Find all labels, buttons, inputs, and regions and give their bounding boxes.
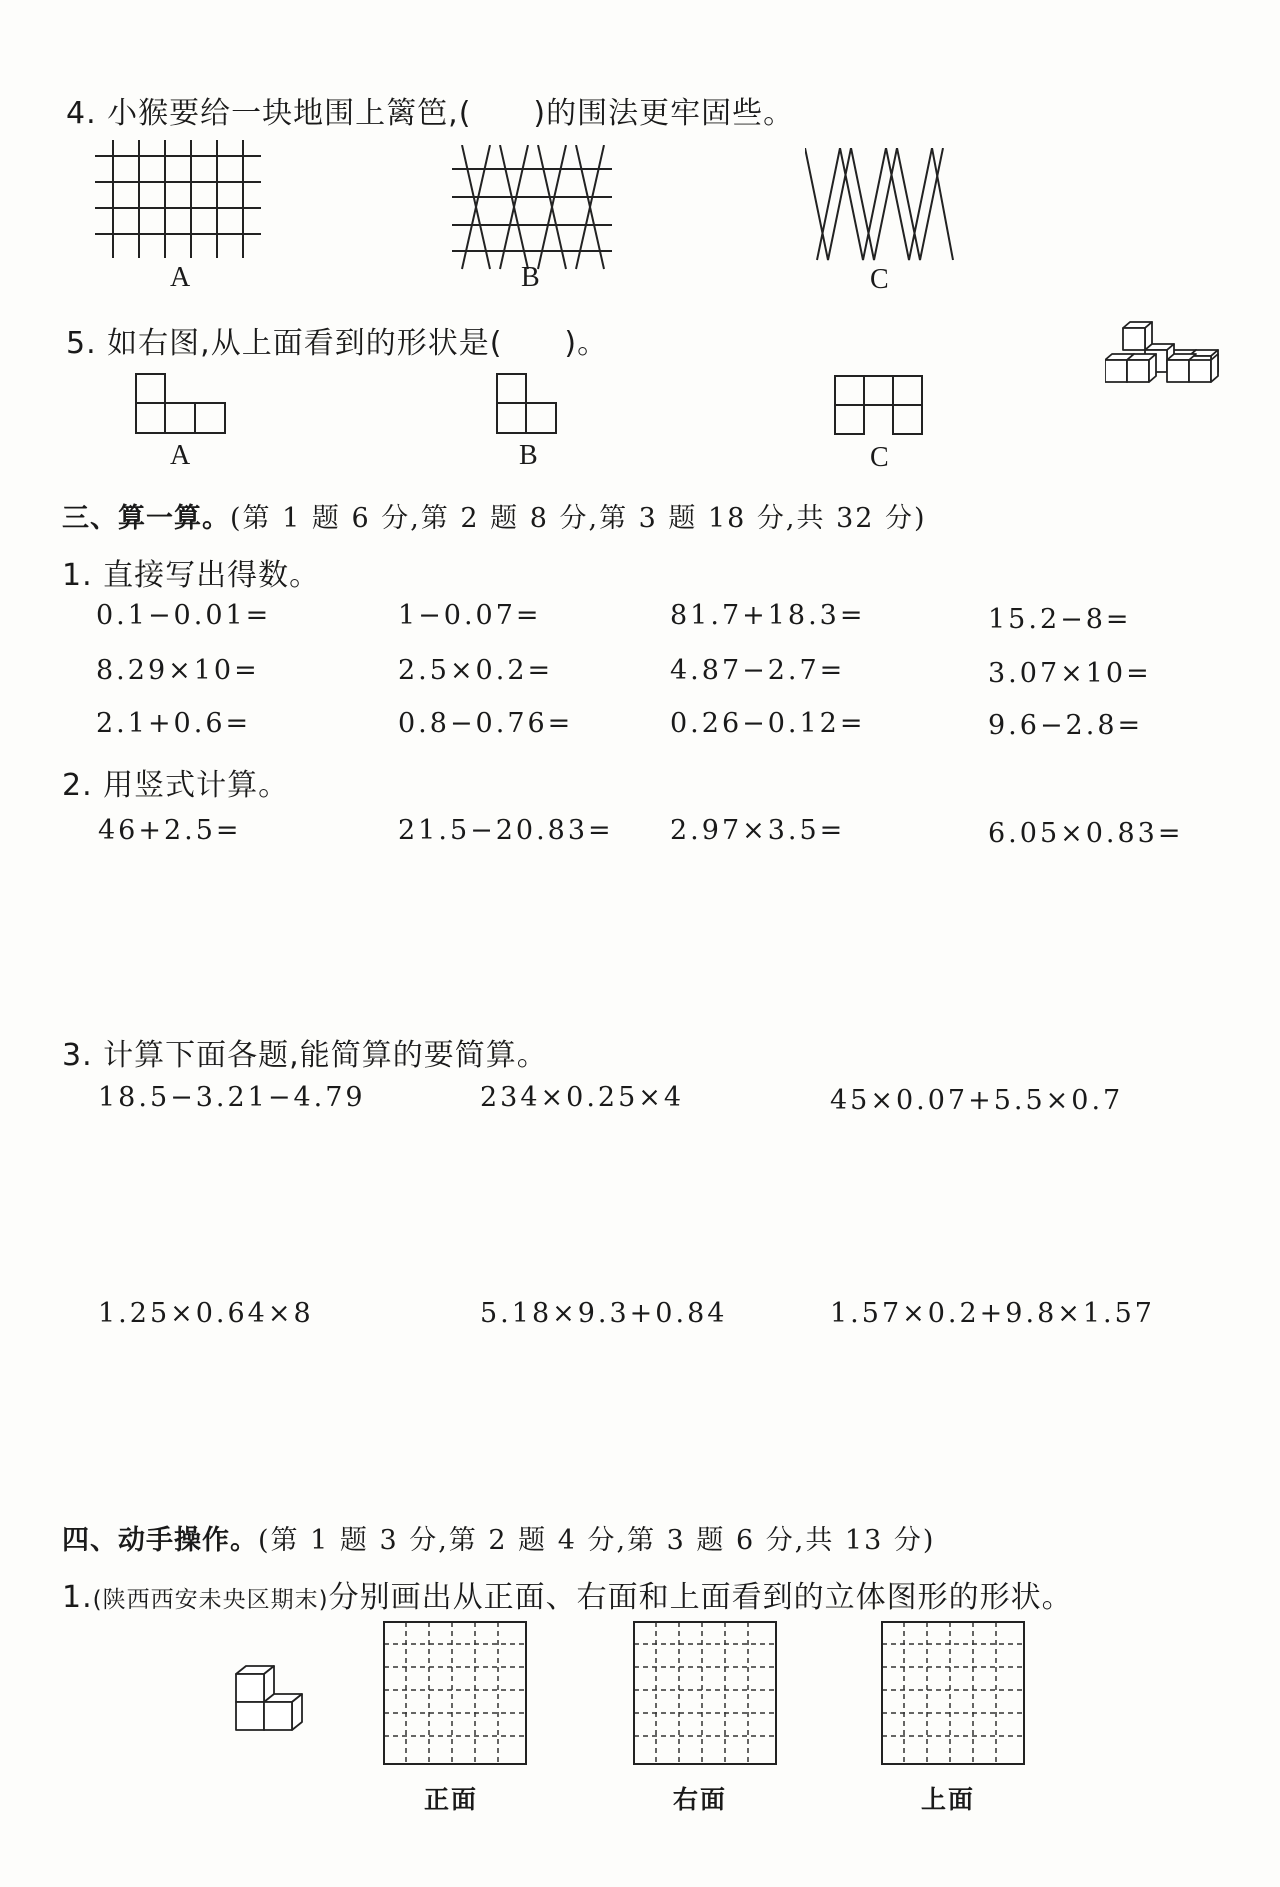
part-3-title: 3. 计算下面各题,能简算的要简算。 — [62, 1038, 548, 1073]
oral-calc-item: 0.26−0.12= — [670, 708, 866, 739]
vertical-calc-item: 2.97×3.5= — [670, 815, 846, 846]
option-c-label: C — [870, 264, 889, 295]
option-b-label: B — [521, 262, 540, 293]
top-view-b-label: B — [519, 440, 538, 471]
simplify-calc-item: 1.25×0.64×8 — [98, 1298, 314, 1329]
oral-calc-item: 0.8−0.76= — [398, 708, 574, 739]
oral-calc-item: 3.07×10= — [988, 658, 1152, 689]
oral-calc-item: 1−0.07= — [398, 600, 542, 631]
fence-figure-b — [452, 145, 612, 270]
oral-calc-item: 81.7+18.3= — [670, 600, 866, 631]
part-1-title: 1. 直接写出得数。 — [62, 558, 321, 593]
cube-stack-figure — [1105, 318, 1225, 408]
vertical-calc-item: 21.5−20.83= — [398, 815, 614, 846]
part-2-title: 2. 用竖式计算。 — [62, 768, 290, 803]
simplify-calc-item: 234×0.25×4 — [480, 1082, 685, 1113]
section-4-header — [62, 1518, 935, 1557]
top-view-a-label: A — [170, 440, 191, 471]
top-view-c-label: C — [870, 442, 889, 473]
question-source: (陕西西安未央区期末) — [92, 1587, 329, 1613]
section-3-header — [62, 496, 927, 535]
top-view-option-c — [834, 375, 929, 437]
right-view-label: 右面 — [673, 1785, 728, 1814]
question-text: 分别画出从正面、右面和上面看到的立体图形的形状。 — [328, 1580, 1073, 1615]
top-view-label: 上面 — [921, 1785, 976, 1814]
vertical-calc-item: 46+2.5= — [98, 815, 242, 846]
simplify-calc-item: 45×0.07+5.5×0.7 — [830, 1085, 1124, 1116]
oral-calc-item: 0.1−0.01= — [96, 600, 272, 631]
front-view-label: 正面 — [424, 1785, 479, 1814]
top-view-option-a — [135, 373, 230, 437]
section-4-title: 四、动手操作。 — [62, 1525, 258, 1556]
oral-calc-item: 9.6−2.8= — [988, 710, 1144, 741]
simplify-calc-item: 5.18×9.3+0.84 — [480, 1298, 728, 1329]
section-3-title: 三、算一算。 — [62, 503, 230, 534]
top-view-grid — [880, 1620, 1026, 1766]
simplify-calc-item: 18.5−3.21−4.79 — [98, 1082, 366, 1113]
top-view-option-b — [496, 373, 560, 437]
simplify-calc-item: 1.57×0.2+9.8×1.57 — [830, 1298, 1155, 1329]
right-view-grid — [632, 1620, 778, 1766]
section-4-points: (第 1 题 3 分,第 2 题 4 分,第 3 题 6 分,共 13 分) — [258, 1525, 936, 1556]
oral-calc-item: 15.2−8= — [988, 604, 1132, 635]
section-3-points: (第 1 题 6 分,第 2 题 8 分,第 3 题 18 分,共 32 分) — [230, 503, 927, 534]
oral-calc-item: 2.1+0.6= — [96, 708, 252, 739]
question-number: 1. — [62, 1580, 93, 1615]
section-4-question-1 — [62, 1572, 1073, 1616]
vertical-calc-item: 6.05×0.83= — [988, 818, 1184, 849]
fence-figure-c — [805, 148, 955, 263]
solid-figure — [234, 1662, 320, 1738]
oral-calc-item: 2.5×0.2= — [398, 655, 554, 686]
option-a-label: A — [170, 262, 191, 293]
front-view-grid — [382, 1620, 528, 1766]
question-5-text: 5. 如右图,从上面看到的形状是( )。 — [66, 326, 609, 361]
fence-figure-a — [95, 140, 265, 270]
oral-calc-item: 4.87−2.7= — [670, 655, 846, 686]
oral-calc-item: 8.29×10= — [96, 655, 260, 686]
question-4-text: 4. 小猴要给一块地围上篱笆,( )的围法更牢固些。 — [66, 96, 795, 131]
